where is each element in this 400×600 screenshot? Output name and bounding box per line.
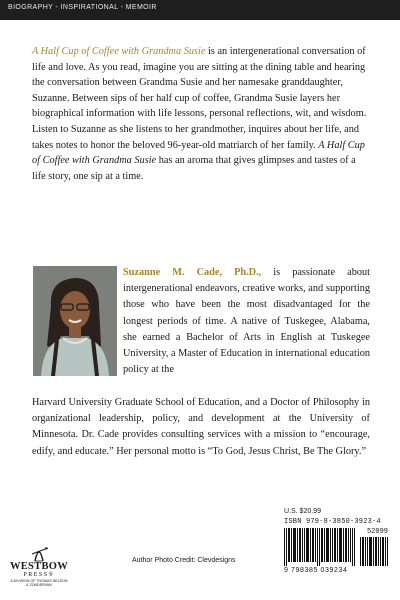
book-description [32,44,370,184]
book-title-italic: A Half Cup of Coffee with Grandma Susie [32,46,206,57]
description-text-1: is an intergenerational conversation of life and love. As you read, imagine you are sitting at the dining table and hearing the conversation between Grandma Susie and her namesake granddaughter, Suzanne. Between sips of her half cup of coffee, Grandma Susie layers her biographical information with life lessons, personal reflections, wit, and wisdom. Listen to Suzanne as she listens to her grandmother, inquires about her life, and takes notes to honor the beloved 96-year-old matriarch of her family. [32,46,367,151]
publisher-tagline-line-2: & ZONDERVAN [26,583,52,588]
author-photo [33,266,117,376]
description-text-2: has an aroma that gives glimpses and tastes of a life story, one sip at a time. [32,155,356,182]
price-label: U.S. $20.99 [284,508,321,515]
genre-label: BIOGRAPHY - INSPIRATIONAL - MEMOIR [8,4,157,11]
bow-archer-icon [8,541,70,563]
publisher-logo [8,541,70,591]
price-code: 52099 [366,528,388,536]
barcode-number: 9 798385 039234 [284,567,348,574]
publisher-tagline [8,579,70,587]
publisher-tagline-line-1: A DIVISION OF THOMAS NELSON [10,579,68,583]
publisher-press: PRESS® [23,572,55,578]
addon-barcode-bars [360,537,388,566]
author-name: Suzanne M. Cade, Ph.D., [123,267,262,278]
isbn-barcode [284,518,388,578]
author-portrait-illustration [33,266,117,376]
book-title-italic-2: A Half Cup of Coffee with Grandma Susie [32,139,365,167]
publisher-name: WESTBOW [9,561,69,572]
photo-credit: Author Photo Credit: Clevdesigns [132,557,236,564]
top-genre-bar [0,0,400,20]
ean-barcode-bars [284,528,356,566]
author-bio-continued: Harvard University Graduate School of Education, and a Doctor of Philosophy in organizational leadership, policy, and development at the University of Minnesota. Dr. Cade provides consulting services with a mission to “encourage, edify, and educate.” Her personal motto is “To God, Jesus Christ, Be The Glory.” [32,397,370,457]
author-bio-text-1: is passionate about intergenerational endeavors, creative works, and supporting those who have been the most disadvantaged for the longest periods of time. A native of Tuskegee, Alabama, she earned a Bachelor of Arts in English at Tuskegee University, a Master of Education in international education policy at the [123,267,371,376]
isbn-number: ISBN 979-8-3850-3923-4 [284,518,381,526]
author-bio-beside-photo [123,265,370,378]
